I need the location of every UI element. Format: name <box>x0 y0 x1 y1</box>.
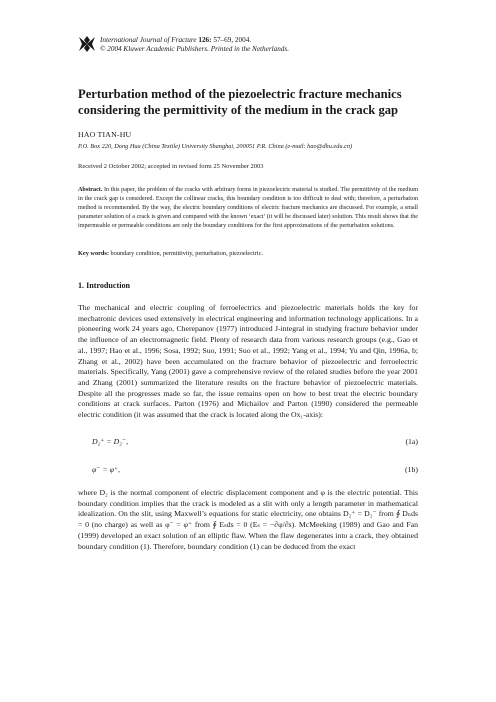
abstract <box>78 186 418 231</box>
journal-pages-year: 57–69, 2004. <box>213 36 252 44</box>
publisher-logo-icon <box>78 36 96 52</box>
equation-1a-number: (1a) <box>405 437 418 446</box>
author-name: HAO TIAN-HU <box>78 130 132 139</box>
keywords-text: boundary condition, permittivity, perturbation, piezoelectric. <box>108 250 263 257</box>
journal-name: International Journal of Fracture <box>100 36 197 44</box>
equation-1a: D₂⁺ = D₂⁻, <box>92 437 129 446</box>
article-title: Perturbation method of the piezoelectric fracture mechanics considering the permittivity of the medium in the crack gap <box>78 87 402 117</box>
keywords <box>78 250 263 257</box>
author-affiliation: P.O. Box 220, Dong Hua (China Textile) University Shanghai, 200051 P.R. China (e-mail: hao@dhu.edu.cn) <box>78 143 353 150</box>
abstract-label: Abstract. <box>78 187 103 193</box>
intro-paragraph-2: where D₂ is the normal component of electric displacement component and φ is the electric potential. This boundary condition implies that the crack is modeled as a slit with only a length parameter in mathematical idealization. On the slit, using Maxwell’s equations for static electricity, one obtains D₂⁺ = D₂⁻ from ∮ Dₙds = 0 (no charge) as well as φ⁻ = φ⁺ from ∮ Eₛds = 0 (Eₛ = −∂φ/∂s). McMeeking (1989) and Gao and Fan (1999) developed an exact solution of an elliptic flaw. When the flaw degenerates into a crack, they obtained boundary condition (1). Therefore, boundary condition (1) can be deduced from the exact <box>78 488 418 551</box>
section-heading: 1. Introduction <box>78 281 131 290</box>
equation-1b-number: (1b) <box>405 465 418 474</box>
journal-volume: 126: <box>198 36 212 44</box>
received-dates: Received 2 October 2002; accepted in revised form 25 November 2003 <box>78 163 264 170</box>
keywords-label: Key words: <box>78 250 109 257</box>
equation-1b: φ⁻ = φ⁺, <box>92 465 120 474</box>
intro-paragraph-1: The mechanical and electric coupling of ferroelectrics and piezoelectric materials holds the key for mechatronic devices used extensively in electrical engineering and information technology applications. In a pioneering work 24 years ago, Cherepanov (1977) introduced J-integral in studying fracture behavior under the influence of an electromagnetic field. Plenty of research data from various research groups (e.g., Gao et al., 1997; Hao et al., 1996; Sosa, 1992; Suo, 1991; Suo et al., 1992; Yang et al., 1994; Yu and Qin, 1996a, b; Zhang et al., 2002) have been accumulated on the fracture behavior of piezoelectric and ferroelectric materials. Specifically, Yang (2001) gave a comprehensive review of the related studies before the year 2001 and Zhang (2001) summarized the literature results on the fracture behavior of piezoelectric materials. Despite all the progresses made so far, the issue remains open on how to best treat the electric boundary conditions at crack surfaces. Parton (1976) and Michailov and Parton (1990) considered the permeable electric condition (it was assumed that the crack is located along the Ox₁-axis): <box>78 303 418 420</box>
abstract-text: In this paper, the problem of the cracks with arbitrary forms in piezoelectric material is studied. The permittivity of the medium in the crack gap is considered. Except the collinear cracks, this boundary condition is too difficult to deal with; therefore, a perturbation method is recommended. By the way, the electric boundary conditions of electric fracture mechanics are discussed. For example, a small parameter solution of a crack is given and compared with the known ‘exact’ (it will be discussed later) solution. This result shows that the impermeable or permeable conditions are only the boundary conditions for the first approximations of the perturbation solutions. <box>78 187 418 229</box>
copyright-line: © 2004 Kluwer Academic Publishers. Printed in the Netherlands. <box>100 45 289 53</box>
journal-header <box>100 36 289 54</box>
